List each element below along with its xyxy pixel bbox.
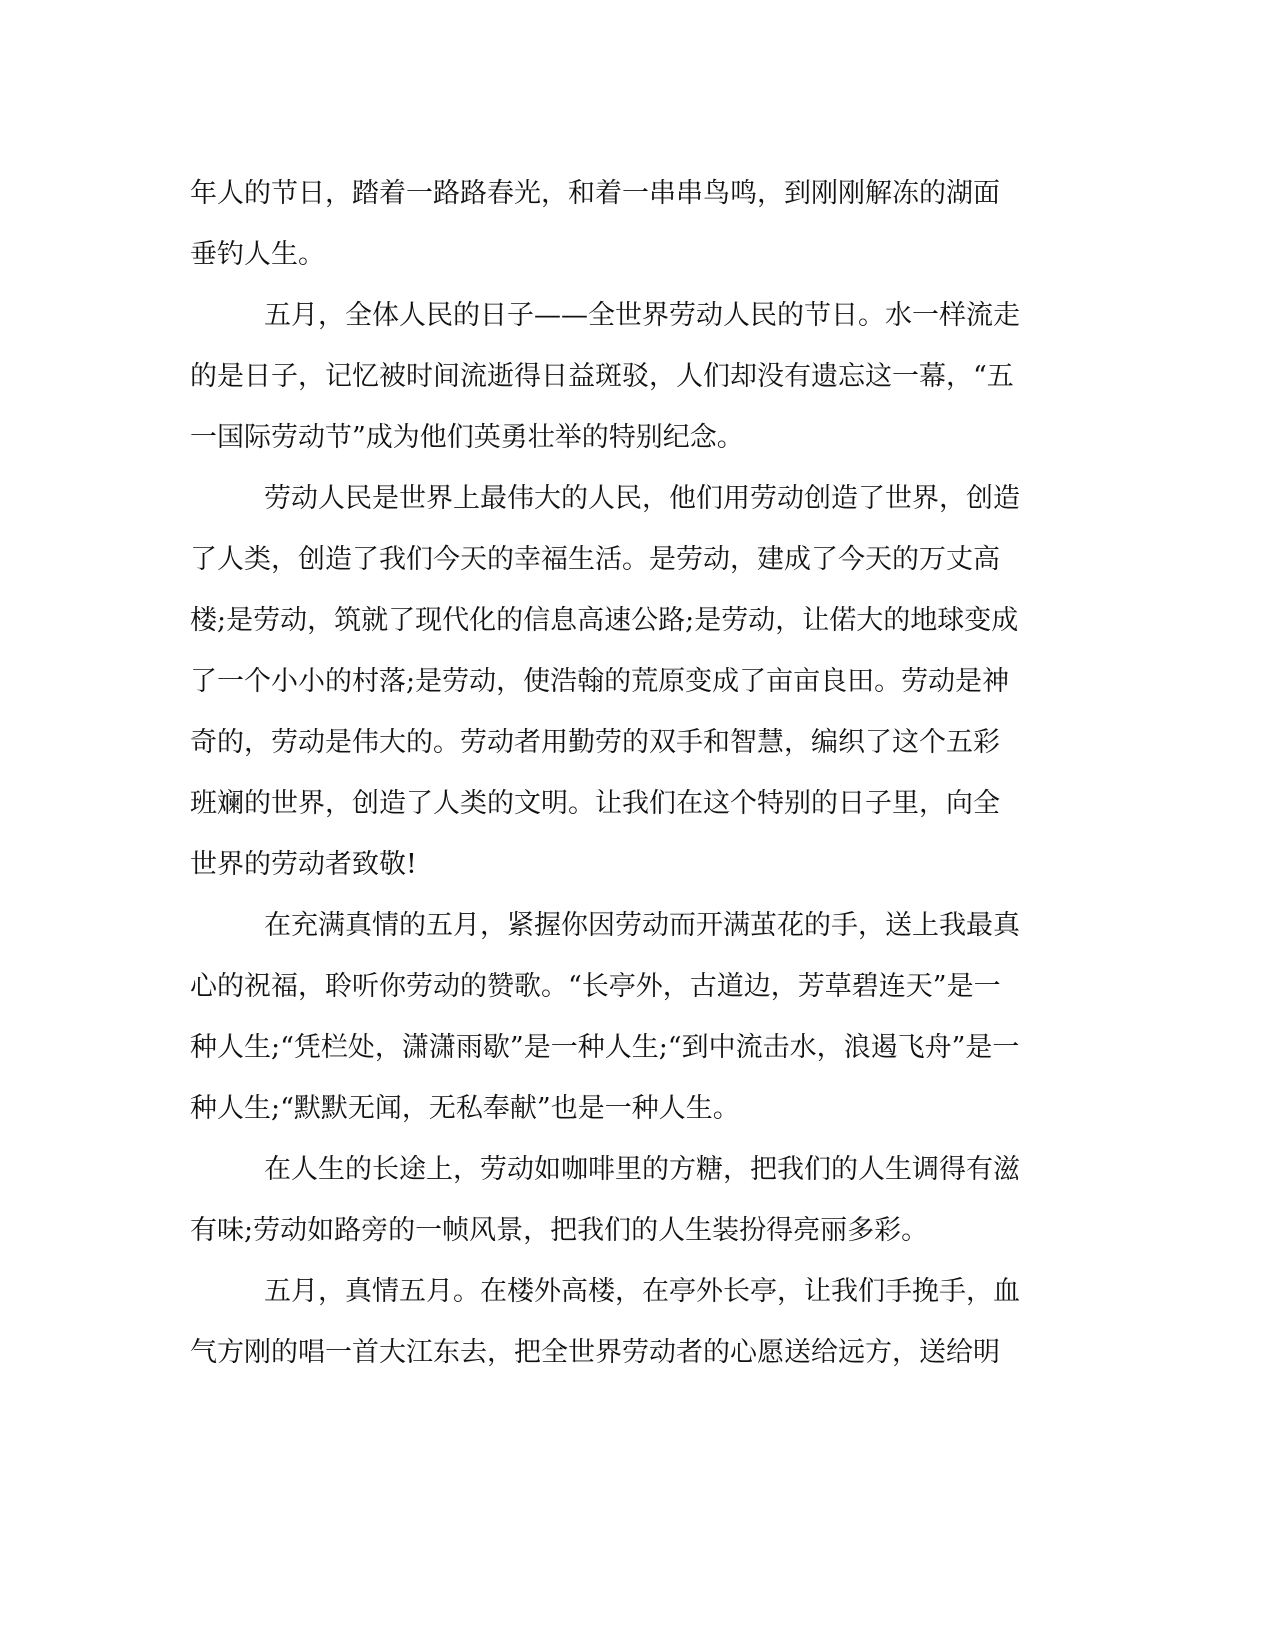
paragraph-1-line-1: 年人的节日，踏着一路路春光，和着一串串鸟鸣，到刚刚解冻的湖面 — [190, 178, 1000, 209]
paragraph-3-line-3: 楼;是劳动，筑就了现代化的信息高速公路;是劳动，让偌大的地球变成 — [190, 605, 1019, 636]
paragraph-3-line-5: 奇的，劳动是伟大的。劳动者用勤劳的双手和智慧，编织了这个五彩 — [190, 727, 1000, 758]
paragraph-3-line-7: 世界的劳动者致敬! — [190, 849, 417, 880]
paragraph-4-line-4: 种人生;“默默无闻，无私奉献”也是一种人生。 — [190, 1093, 740, 1124]
paragraph-1-line-2: 垂钓人生。 — [190, 239, 325, 270]
paragraph-5-line-1: 在人生的长途上，劳动如咖啡里的方糖，把我们的人生调得有滋 — [264, 1154, 1020, 1185]
paragraph-4-line-1: 在充满真情的五月，紧握你因劳动而开满茧花的手，送上我最真 — [264, 910, 1020, 941]
paragraph-3-line-6: 班斓的世界，创造了人类的文明。让我们在这个特别的日子里，向全 — [190, 788, 1000, 819]
paragraph-6-line-2: 气方刚的唱一首大江东去，把全世界劳动者的心愿送给远方，送给明 — [190, 1337, 1000, 1368]
paragraph-3-line-2: 了人类，创造了我们今天的幸福生活。是劳动，建成了今天的万丈高 — [190, 544, 1000, 575]
paragraph-4-line-3: 种人生;“凭栏处，潇潇雨歇”是一种人生;“到中流击水，浪遏飞舟”是一 — [190, 1032, 1020, 1063]
paragraph-2-line-2: 的是日子，记忆被时间流逝得日益斑驳，人们却没有遗忘这一幕，“五 — [190, 361, 1014, 392]
paragraph-5-line-2: 有味;劳动如路旁的一帧风景，把我们的人生装扮得亮丽多彩。 — [190, 1215, 929, 1246]
paragraph-2-line-1: 五月，全体人民的日子——全世界劳动人民的节日。水一样流走 — [264, 300, 1020, 331]
paragraph-4-line-2: 心的祝福，聆听你劳动的赞歌。“长亭外，古道边，芳草碧连天”是一 — [190, 971, 1001, 1002]
document-body — [190, 163, 1080, 1383]
paragraph-6-line-1: 五月，真情五月。在楼外高楼，在亭外长亭，让我们手挽手，血 — [264, 1276, 1020, 1307]
paragraph-3-line-4: 了一个小小的村落;是劳动，使浩翰的荒原变成了亩亩良田。劳动是神 — [190, 666, 1010, 697]
paragraph-2-line-3: 一国际劳动节”成为他们英勇壮举的特别纪念。 — [190, 422, 744, 453]
paragraph-3-line-1: 劳动人民是世界上最伟大的人民，他们用劳动创造了世界，创造 — [264, 483, 1020, 514]
